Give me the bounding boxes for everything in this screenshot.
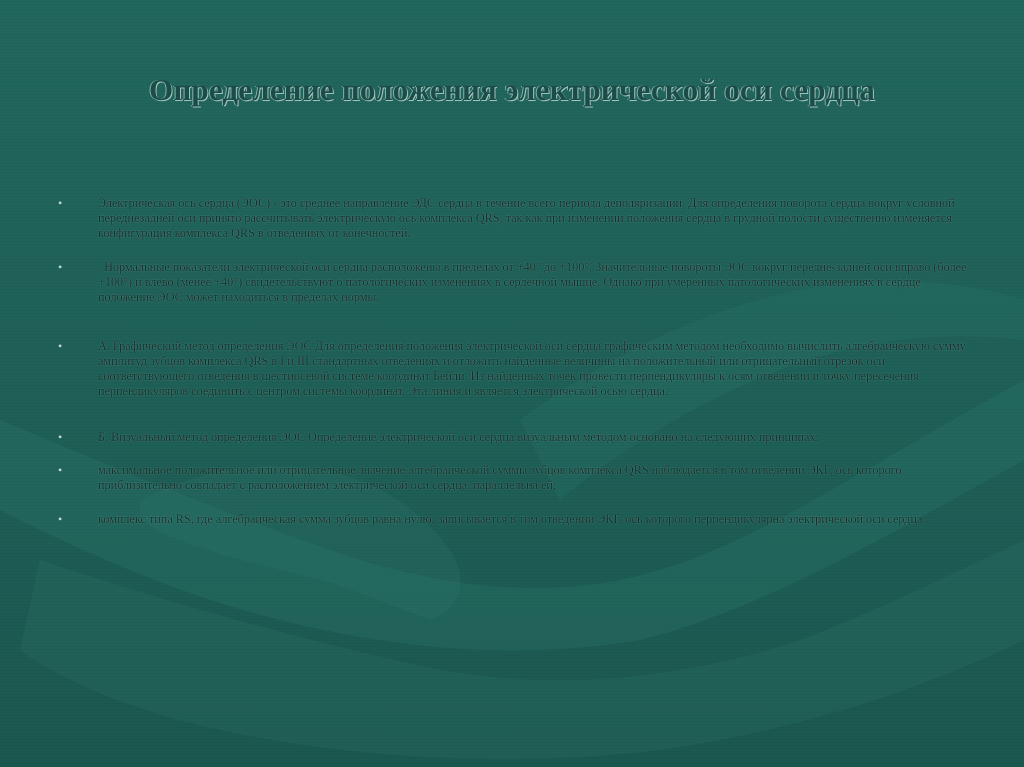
bullet-text: . Нормальные показатели электрической оси сердца расположены в пределах от +40° до +100°. Значительные повороты ЭОС вокруг передне-задней оси вправо (более +100°) и влево (менее +40°) свидетельствуют о патологических изменениях в сердечной мышце. Однако при умеренных патологических изменениях в сердце положение ЭОС может находиться в пределах нормы. bbox=[98, 260, 967, 304]
bullet-text: максимальное положительное или отрицательное значение алгебраической суммы зубцов комплекса QRS наблюдается в том отведении ЭКГ, ось которого приблизительно совпадает с расположением электрической оси сердца, параллельна ей; bbox=[98, 463, 902, 492]
bullet-text: Б. Визуальный метод определения ЭОС Определение электрической оси сердца визуальным методом основано на следующих принципах: bbox=[98, 430, 819, 444]
bullet-marker: • bbox=[58, 512, 63, 526]
bullet-text: комплекс типа RS, где алгебраическая сумма зубцов равна нулю, записывается в том отведении ЭКГ, ось которого перпендикулярна электрической оси сердца . bbox=[98, 512, 929, 526]
bullet-marker: • bbox=[58, 463, 63, 477]
bullet-text: А. Графический метод определения ЭОС Для определения положения электрической оси сердца графическим методом необходимо вычислить алгебраическую сумму амплитуд зубцов комплекса QRS в I и III стандартных отведениях и отложить найденные величины на положительный или отрицательный отрезок оси соответствующего отведения в шестиосевой системе координат Бейли. Из найденных точек провести перпендикуляры к осям отведении и точку пересечения перпендикуляров соединить с центром системы координат. Эта линия и является электрической осью сердца. bbox=[98, 339, 966, 398]
bullet-text: Электрическая ось сердца (ЭОС) - это среднее направление ЭДС сердца в течение всего периода деполяризации. Для определения поворота сердца вокруг условной переднезадней оси принято рассчитывать электрическую ось комплекса QRS, так как при изменении положения сердца в грудной полости существенно изменяется конфигурация комплекса QRS в отведениях от конечностей. bbox=[98, 196, 955, 240]
bullet-marker: • bbox=[58, 430, 63, 444]
bullet-marker: • bbox=[58, 196, 63, 210]
slide-title: Определение положения электрической оси сердца bbox=[149, 72, 875, 107]
bullet-marker: • bbox=[58, 260, 63, 274]
bullet-marker: • bbox=[58, 339, 63, 353]
